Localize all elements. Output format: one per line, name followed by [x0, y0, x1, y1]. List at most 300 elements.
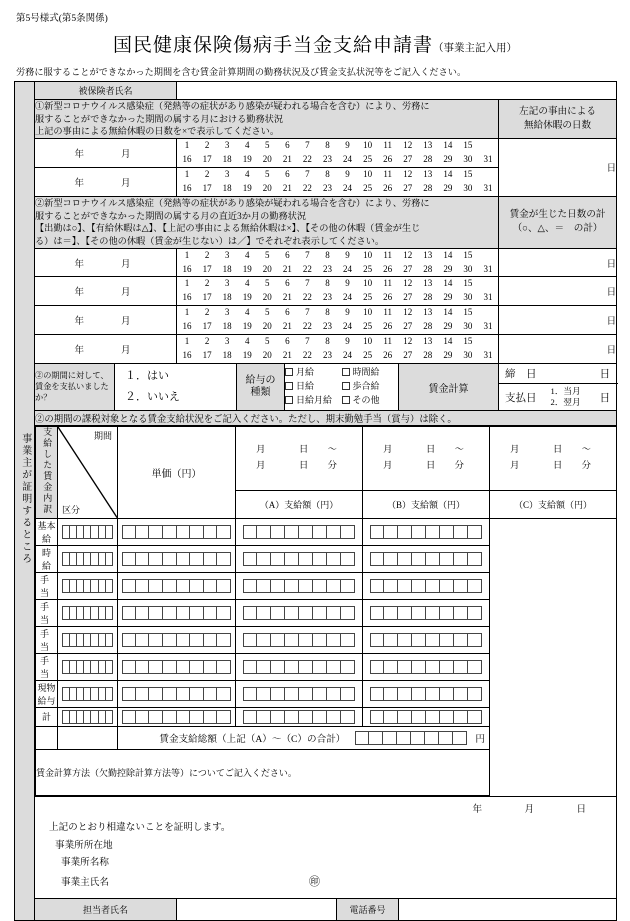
input-box[interactable]: [398, 660, 412, 674]
day-cell[interactable]: 30: [463, 263, 473, 274]
wage-amount-cell-c[interactable]: [363, 653, 490, 680]
input-box[interactable]: [217, 633, 231, 647]
input-box[interactable]: [327, 525, 341, 539]
wage-amount-cell-a[interactable]: [118, 518, 236, 545]
input-box[interactable]: [217, 687, 231, 701]
day-cell[interactable]: 1: [184, 307, 190, 318]
input-box[interactable]: [163, 552, 177, 566]
input-box[interactable]: [412, 687, 426, 701]
input-box[interactable]: [285, 687, 299, 701]
input-box[interactable]: [243, 687, 257, 701]
day-cell[interactable]: 6: [285, 336, 290, 347]
amount-boxes-a[interactable]: [118, 577, 235, 595]
unit-price-boxes[interactable]: [58, 631, 117, 649]
day-cell[interactable]: 27: [403, 321, 413, 332]
day-cell[interactable]: 22: [302, 292, 312, 303]
input-box[interactable]: [99, 579, 106, 593]
day-cell[interactable]: 13: [423, 336, 433, 347]
day-cell[interactable]: 20: [262, 321, 272, 332]
amount-boxes-b[interactable]: [236, 631, 362, 649]
input-box[interactable]: [440, 525, 454, 539]
day-cell[interactable]: 19: [242, 292, 252, 303]
day-cell[interactable]: 17: [202, 154, 212, 164]
input-box[interactable]: [106, 660, 113, 674]
section2-year-month[interactable]: 年 月: [35, 277, 177, 306]
day-cell[interactable]: 28: [423, 182, 433, 193]
section2-days-grid[interactable]: [177, 335, 499, 364]
section1-days-grid[interactable]: [177, 139, 499, 168]
input-box[interactable]: [84, 525, 91, 539]
input-box[interactable]: [426, 525, 440, 539]
day-cell[interactable]: 2: [204, 307, 210, 318]
day-cell[interactable]: 26: [383, 292, 393, 303]
wage-unit-price-cell[interactable]: [58, 626, 118, 653]
input-box[interactable]: [468, 552, 482, 566]
day-cell[interactable]: 29: [443, 321, 453, 332]
checkbox-icon[interactable]: [285, 382, 293, 390]
amount-boxes-b[interactable]: [236, 708, 362, 726]
section2-paid-days-value[interactable]: 日: [499, 335, 617, 364]
day-cell[interactable]: 6: [285, 307, 290, 318]
day-cell[interactable]: 16: [182, 154, 192, 164]
input-box[interactable]: [163, 525, 177, 539]
day-cell[interactable]: 27: [403, 182, 413, 193]
amount-boxes-a[interactable]: [118, 658, 235, 676]
input-box[interactable]: [271, 660, 285, 674]
input-box[interactable]: [341, 633, 355, 647]
day-cell[interactable]: 23: [322, 154, 332, 164]
input-box[interactable]: [299, 606, 313, 620]
input-box[interactable]: [327, 579, 341, 593]
input-box[interactable]: [243, 710, 257, 724]
day-cell[interactable]: 24: [343, 263, 353, 274]
input-box[interactable]: [122, 525, 136, 539]
input-box[interactable]: [177, 710, 191, 724]
input-box[interactable]: [313, 633, 327, 647]
input-box[interactable]: [243, 606, 257, 620]
input-box[interactable]: [217, 552, 231, 566]
input-box[interactable]: [190, 579, 204, 593]
day-cell[interactable]: 14: [443, 278, 453, 289]
day-cell[interactable]: [478, 306, 498, 320]
input-box[interactable]: [257, 633, 271, 647]
day-cell[interactable]: 7: [305, 249, 310, 260]
wage-unit-price-cell[interactable]: [58, 545, 118, 572]
day-cell[interactable]: 27: [403, 154, 413, 164]
day-cell[interactable]: 15: [463, 140, 473, 151]
day-cell[interactable]: 25: [363, 154, 373, 164]
day-cell[interactable]: 5: [265, 336, 270, 347]
input-box[interactable]: [243, 660, 257, 674]
input-box[interactable]: [257, 710, 271, 724]
day-cell[interactable]: 11: [383, 307, 392, 318]
unit-price-boxes[interactable]: [58, 550, 117, 568]
wage-amount-cell-c[interactable]: [363, 707, 490, 726]
day-cell[interactable]: 25: [363, 292, 373, 303]
period-header-a[interactable]: 月 日 〜 月 日 分: [236, 427, 363, 491]
day-cell[interactable]: 30: [463, 350, 473, 361]
input-box[interactable]: [136, 579, 150, 593]
unit-price-boxes[interactable]: [58, 604, 117, 622]
day-cell[interactable]: 3: [224, 336, 230, 347]
payment-answer-options[interactable]: [115, 364, 237, 411]
day-cell[interactable]: 13: [423, 168, 433, 179]
input-box[interactable]: [99, 633, 106, 647]
input-box[interactable]: [383, 731, 397, 745]
payment-date-options[interactable]: 1．当月 2．翌月: [550, 386, 581, 408]
day-cell[interactable]: 24: [343, 350, 353, 361]
wage-amount-cell-c[interactable]: [363, 545, 490, 572]
day-cell[interactable]: 24: [343, 321, 353, 332]
input-box[interactable]: [190, 552, 204, 566]
day-cell[interactable]: 5: [265, 278, 270, 289]
input-box[interactable]: [106, 710, 113, 724]
input-box[interactable]: [70, 579, 77, 593]
amount-boxes-a[interactable]: [118, 631, 235, 649]
day-cell[interactable]: 13: [423, 278, 433, 289]
day-cell[interactable]: 26: [383, 182, 393, 193]
input-box[interactable]: [106, 525, 113, 539]
day-cell[interactable]: 29: [443, 182, 453, 193]
input-box[interactable]: [426, 710, 440, 724]
insured-name-value[interactable]: [177, 82, 617, 100]
input-box[interactable]: [149, 552, 163, 566]
input-box[interactable]: [341, 579, 355, 593]
amount-boxes-a[interactable]: [118, 708, 235, 726]
input-box[interactable]: [91, 606, 98, 620]
day-cell[interactable]: 25: [363, 321, 373, 332]
input-box[interactable]: [77, 606, 84, 620]
input-box[interactable]: [190, 606, 204, 620]
day-cell[interactable]: 20: [262, 263, 272, 274]
input-box[interactable]: [62, 710, 70, 724]
day-cell[interactable]: 15: [463, 278, 473, 289]
input-box[interactable]: [177, 525, 191, 539]
input-box[interactable]: [91, 579, 98, 593]
input-box[interactable]: [217, 710, 231, 724]
salary-kind-checkboxes[interactable]: [285, 364, 399, 411]
input-box[interactable]: [177, 579, 191, 593]
day-cell[interactable]: 9: [345, 168, 350, 179]
unit-price-boxes[interactable]: [58, 523, 117, 541]
day-cell[interactable]: 3: [224, 278, 230, 289]
day-cell[interactable]: 11: [383, 278, 392, 289]
input-box[interactable]: [468, 710, 482, 724]
input-box[interactable]: [163, 710, 177, 724]
day-cell[interactable]: 31: [483, 182, 493, 193]
day-cell[interactable]: 13: [423, 307, 433, 318]
day-cell[interactable]: 17: [202, 321, 212, 332]
day-cell[interactable]: 6: [285, 249, 290, 260]
input-box[interactable]: [163, 606, 177, 620]
day-cell[interactable]: 7: [305, 278, 310, 289]
day-cell[interactable]: 7: [305, 307, 310, 318]
input-box[interactable]: [149, 606, 163, 620]
input-box[interactable]: [70, 552, 77, 566]
day-cell[interactable]: 20: [262, 350, 272, 361]
day-cell[interactable]: [478, 277, 498, 291]
input-box[interactable]: [454, 552, 468, 566]
amount-boxes-c[interactable]: [363, 658, 489, 676]
input-box[interactable]: [190, 660, 204, 674]
input-box[interactable]: [453, 731, 467, 745]
input-box[interactable]: [468, 660, 482, 674]
input-box[interactable]: [149, 710, 163, 724]
input-box[interactable]: [62, 525, 70, 539]
day-cell[interactable]: 3: [224, 140, 230, 151]
day-cell[interactable]: 31: [483, 321, 493, 332]
input-box[interactable]: [190, 633, 204, 647]
input-box[interactable]: [77, 579, 84, 593]
day-cell[interactable]: 4: [244, 278, 250, 289]
day-cell[interactable]: 23: [322, 182, 332, 193]
wage-amount-cell-a[interactable]: [118, 707, 236, 726]
day-cell[interactable]: 28: [423, 154, 433, 164]
wage-unit-price-cell[interactable]: [58, 518, 118, 545]
day-cell[interactable]: 22: [302, 182, 312, 193]
day-cell[interactable]: 26: [383, 321, 393, 332]
amount-boxes-b[interactable]: [236, 658, 362, 676]
day-cell[interactable]: 1: [184, 168, 190, 179]
day-cell[interactable]: 4: [244, 168, 250, 179]
input-box[interactable]: [84, 606, 91, 620]
input-box[interactable]: [384, 579, 398, 593]
input-box[interactable]: [84, 687, 91, 701]
day-cell[interactable]: 24: [343, 182, 353, 193]
period-header-c[interactable]: 月 日 〜 月 日 分: [490, 427, 617, 491]
day-cell[interactable]: 19: [242, 263, 252, 274]
day-cell[interactable]: 10: [363, 307, 373, 318]
input-box[interactable]: [204, 687, 218, 701]
input-box[interactable]: [355, 731, 369, 745]
input-box[interactable]: [370, 633, 384, 647]
day-cell[interactable]: 6: [285, 168, 290, 179]
input-box[interactable]: [62, 579, 70, 593]
input-box[interactable]: [204, 525, 218, 539]
input-box[interactable]: [412, 660, 426, 674]
wage-unit-price-cell[interactable]: [58, 572, 118, 599]
day-cell[interactable]: 25: [363, 263, 373, 274]
day-cell[interactable]: 14: [443, 140, 453, 151]
input-box[interactable]: [177, 606, 191, 620]
input-box[interactable]: [426, 687, 440, 701]
input-box[interactable]: [70, 660, 77, 674]
day-cell[interactable]: 31: [483, 350, 493, 361]
day-cell[interactable]: 12: [403, 307, 413, 318]
day-cell[interactable]: 2: [204, 249, 210, 260]
input-box[interactable]: [341, 687, 355, 701]
input-box[interactable]: [149, 687, 163, 701]
input-box[interactable]: [122, 552, 136, 566]
input-box[interactable]: [327, 687, 341, 701]
input-box[interactable]: [285, 525, 299, 539]
input-box[interactable]: [122, 579, 136, 593]
input-box[interactable]: [271, 710, 285, 724]
input-box[interactable]: [454, 660, 468, 674]
day-cell[interactable]: 28: [423, 350, 433, 361]
input-box[interactable]: [384, 710, 398, 724]
wage-amount-cell-c[interactable]: [363, 680, 490, 707]
input-box[interactable]: [313, 579, 327, 593]
day-cell[interactable]: 3: [224, 307, 230, 318]
day-cell[interactable]: 31: [483, 263, 493, 274]
unit-price-boxes[interactable]: [58, 708, 117, 726]
wage-amount-cell-b[interactable]: [236, 626, 363, 653]
input-box[interactable]: [384, 525, 398, 539]
input-box[interactable]: [217, 579, 231, 593]
input-box[interactable]: [397, 731, 411, 745]
input-box[interactable]: [177, 633, 191, 647]
total-amount-boxes[interactable]: [351, 729, 471, 747]
input-box[interactable]: [299, 525, 313, 539]
input-box[interactable]: [468, 606, 482, 620]
cert-date-line[interactable]: [35, 797, 616, 817]
input-box[interactable]: [106, 606, 113, 620]
day-cell[interactable]: 10: [363, 336, 373, 347]
input-box[interactable]: [70, 710, 77, 724]
day-cell[interactable]: 7: [305, 168, 310, 179]
day-cell[interactable]: 3: [224, 249, 230, 260]
day-cell[interactable]: 18: [222, 154, 232, 164]
day-cell[interactable]: 20: [262, 182, 272, 193]
day-cell[interactable]: 21: [282, 321, 292, 332]
day-cell[interactable]: 19: [242, 321, 252, 332]
day-cell[interactable]: 1: [184, 140, 190, 151]
day-cell[interactable]: 9: [345, 140, 350, 151]
input-box[interactable]: [370, 579, 384, 593]
input-box[interactable]: [257, 525, 271, 539]
input-box[interactable]: [384, 660, 398, 674]
wage-amount-cell-a[interactable]: [118, 545, 236, 572]
day-cell[interactable]: 30: [463, 321, 473, 332]
input-box[interactable]: [454, 606, 468, 620]
day-cell[interactable]: 18: [222, 182, 232, 193]
day-cell[interactable]: 16: [182, 263, 192, 274]
input-box[interactable]: [271, 606, 285, 620]
input-box[interactable]: [384, 552, 398, 566]
wage-amount-cell-a[interactable]: [118, 680, 236, 707]
input-box[interactable]: [190, 687, 204, 701]
input-box[interactable]: [149, 579, 163, 593]
input-box[interactable]: [204, 660, 218, 674]
day-cell[interactable]: 6: [285, 278, 290, 289]
day-cell[interactable]: 23: [322, 263, 332, 274]
input-box[interactable]: [412, 606, 426, 620]
input-box[interactable]: [106, 633, 113, 647]
day-cell[interactable]: 15: [463, 307, 473, 318]
wage-amount-cell-b[interactable]: [236, 680, 363, 707]
input-box[interactable]: [70, 606, 77, 620]
input-box[interactable]: [122, 633, 136, 647]
input-box[interactable]: [370, 687, 384, 701]
input-box[interactable]: [440, 552, 454, 566]
input-box[interactable]: [398, 633, 412, 647]
owner-name-label[interactable]: 事業主氏名 ㊞: [49, 872, 616, 892]
day-cell[interactable]: 14: [443, 249, 453, 260]
day-cell[interactable]: 20: [262, 292, 272, 303]
input-box[interactable]: [299, 552, 313, 566]
input-box[interactable]: [217, 660, 231, 674]
day-cell[interactable]: 5: [265, 249, 270, 260]
input-box[interactable]: [62, 552, 70, 566]
day-cell[interactable]: 13: [423, 140, 433, 151]
day-cell[interactable]: 21: [282, 292, 292, 303]
section2-paid-days-value[interactable]: 日: [499, 306, 617, 335]
day-cell[interactable]: [478, 168, 498, 182]
closing-date-row[interactable]: [499, 364, 617, 384]
input-box[interactable]: [439, 731, 453, 745]
wage-memo[interactable]: 賃金計算方法（欠勤控除計算方法等）についてご記入ください。: [36, 749, 490, 795]
day-cell[interactable]: 17: [202, 182, 212, 193]
wage-unit-price-cell[interactable]: [58, 599, 118, 626]
input-box[interactable]: [84, 660, 91, 674]
input-box[interactable]: [77, 687, 84, 701]
day-cell[interactable]: 3: [224, 168, 230, 179]
day-cell[interactable]: 12: [403, 278, 413, 289]
input-box[interactable]: [91, 552, 98, 566]
day-cell[interactable]: 11: [383, 140, 392, 151]
input-box[interactable]: [190, 710, 204, 724]
day-cell[interactable]: 9: [345, 336, 350, 347]
input-box[interactable]: [136, 552, 150, 566]
day-cell[interactable]: 24: [343, 292, 353, 303]
day-cell[interactable]: 9: [345, 278, 350, 289]
amount-boxes-b[interactable]: [236, 550, 362, 568]
input-box[interactable]: [77, 660, 84, 674]
day-cell[interactable]: 26: [383, 350, 393, 361]
day-cell[interactable]: [478, 335, 498, 349]
day-cell[interactable]: 27: [403, 292, 413, 303]
input-box[interactable]: [468, 579, 482, 593]
day-cell[interactable]: 22: [302, 263, 312, 274]
day-cell[interactable]: 23: [322, 292, 332, 303]
input-box[interactable]: [327, 552, 341, 566]
input-box[interactable]: [440, 710, 454, 724]
day-cell[interactable]: 24: [343, 154, 353, 164]
day-cell[interactable]: 13: [423, 249, 433, 260]
input-box[interactable]: [163, 660, 177, 674]
input-box[interactable]: [106, 552, 113, 566]
input-box[interactable]: [341, 660, 355, 674]
day-cell[interactable]: 22: [302, 321, 312, 332]
input-box[interactable]: [384, 633, 398, 647]
input-box[interactable]: [243, 633, 257, 647]
section2-year-month[interactable]: 年 月: [35, 306, 177, 335]
amount-boxes-c[interactable]: [363, 577, 489, 595]
input-box[interactable]: [99, 552, 106, 566]
day-cell[interactable]: 28: [423, 292, 433, 303]
amount-boxes-c[interactable]: [363, 550, 489, 568]
input-box[interactable]: [440, 579, 454, 593]
input-box[interactable]: [122, 710, 136, 724]
unit-price-boxes[interactable]: [58, 658, 117, 676]
input-box[interactable]: [204, 710, 218, 724]
input-box[interactable]: [99, 710, 106, 724]
input-box[interactable]: [99, 606, 106, 620]
input-box[interactable]: [271, 633, 285, 647]
input-box[interactable]: [313, 606, 327, 620]
day-cell[interactable]: 2: [204, 278, 210, 289]
day-cell[interactable]: 19: [242, 350, 252, 361]
input-box[interactable]: [217, 606, 231, 620]
wage-amount-cell-b[interactable]: [236, 545, 363, 572]
input-box[interactable]: [384, 606, 398, 620]
day-cell[interactable]: 4: [244, 249, 250, 260]
section1-year-month[interactable]: 年 月: [35, 167, 177, 196]
day-cell[interactable]: 23: [322, 321, 332, 332]
input-box[interactable]: [327, 633, 341, 647]
input-box[interactable]: [426, 606, 440, 620]
